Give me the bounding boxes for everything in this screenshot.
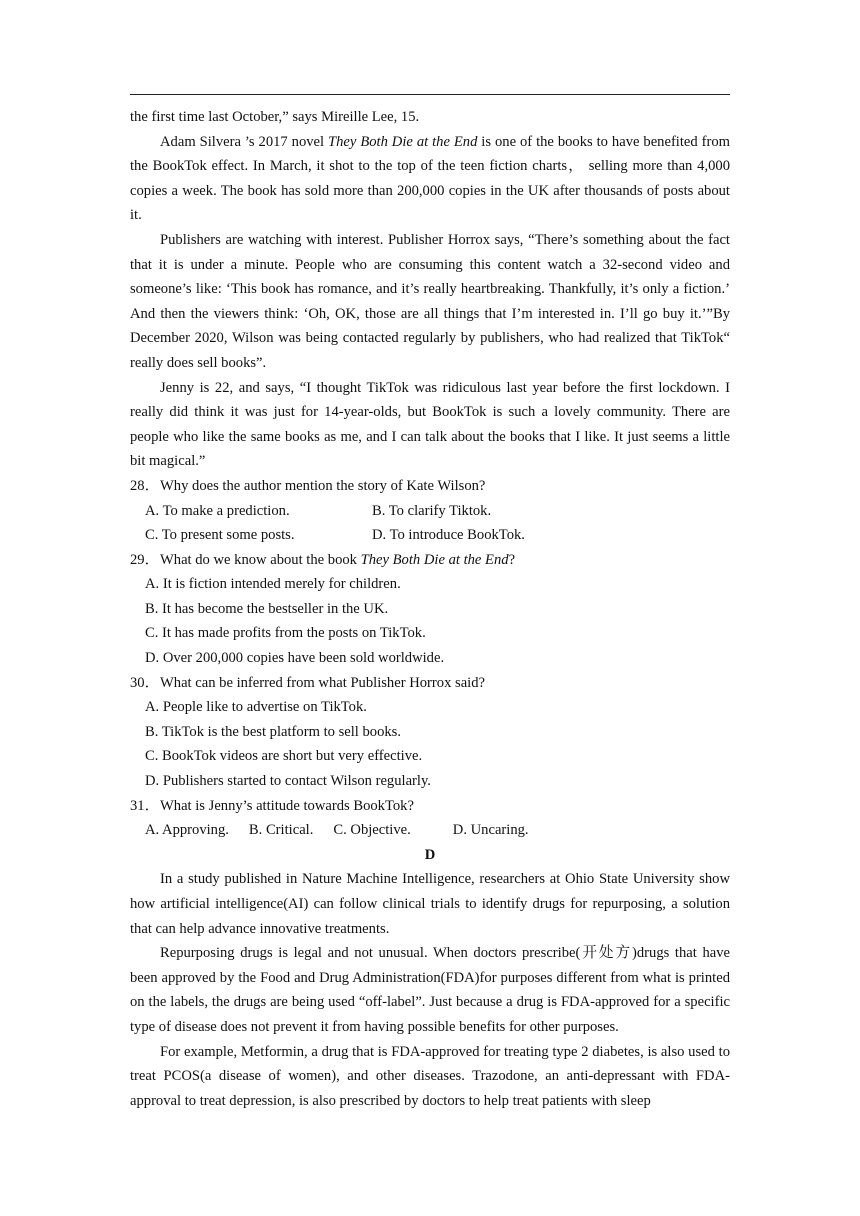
option-c: C. Objective. [333,822,411,839]
option-d: D. Uncaring. [452,822,529,839]
question-30 [130,671,730,696]
option-c: C. BookTok videos are short but very effective. [145,748,423,765]
option-d: D. Publishers started to contact Wilson regularly. [145,773,431,790]
paragraph-c2: Publishers are watching with interest. Publisher Horrox says, “There’s something about the fact that it is under a minute. People who are consuming this content watch a 32-second video and someone’s like: ‘This book has romance, and it’s really heartbreaking. Thankfully, it’s only a fiction.’ And then the viewers think: ‘Oh, OK, those are all things that I’m interested in. I’ll go buy it.’”By December 2020, Wilson was being contacted regularly by publishers, who had realized that TikTok“ really does sell books”. [130,231,730,371]
question-text: Why does the author mention the story of Kate Wilson? [160,477,486,494]
question-text: What do we know about the book [160,551,361,568]
option-d: D. To introduce BookTok. [372,527,525,544]
section-heading-d: D [424,846,436,863]
question-number: 29． [130,551,160,568]
option-c: C. To present some posts. [145,527,295,544]
paragraph-c1 [130,130,730,228]
paragraph-d2: Repurposing drugs is legal and not unusual. When doctors prescribe(开处方)drugs that have been approved by the Food and Drug Administration(FDA)for purposes different from what is printed on the labels, the drugs are being used “off-label”. Just because a drug is FDA-approved for a specific type of disease does not prevent it from having possible benefits for other purposes. [130,945,730,1035]
option-b: B. TikTok is the best platform to sell books. [145,723,402,740]
option-a: A. It is fiction intended merely for children. [145,576,401,593]
question-mark: ? [508,551,516,568]
question-text: What can be inferred from what Publisher Horrox said? [160,674,486,691]
book-title: They Both Die at the End [360,551,509,568]
paragraph-d1: In a study published in Nature Machine Intelligence, researchers at Ohio State University show how artificial intelligence(AI) can follow clinical trials to identify drugs for repurposing, a solution that can help advance innovative treatments. [130,871,730,937]
question-number: 31． [130,797,160,814]
paragraph-c1-end: is one of the books to have benefited from the BookTok effect. In March, it shot to the top of the teen fiction charts， selling more than 4,000 copies a week. The book has sold more than 200,000 copies in the UK after thousands of posts about it. [130,133,730,224]
option-a: A. People like to advertise on TikTok. [145,699,367,716]
paragraph-c1-start: Adam Silvera ’s 2017 novel [160,133,329,150]
question-29 [130,548,730,573]
question-28 [130,474,730,499]
option-b: B. It has become the bestseller in the UK. [145,600,389,617]
book-title: They Both Die at the End [328,133,478,150]
paragraph-d3: For example, Metformin, a drug that is FDA-approved for treating type 2 diabetes, is also used to treat PCOS(a disease of women), and other diseases. Trazodone, an anti-depressant with FDA-approval to treat depression, is also prescribed by doctors to help treat patients with sleep [130,1043,730,1109]
paragraph-c3: Jenny is 22, and says, “I thought TikTok was ridiculous last year before the first lockdown. I really did think it was just for 14-year-olds, but BookTok is such a lovely community. There are people who like the same books as me, and I can talk about the books that I like. It just seems a little bit magical.” [130,379,730,470]
option-b: B. To clarify Tiktok. [372,502,492,519]
option-a: A. To make a prediction. [145,502,290,519]
option-c: C. It has made profits from the posts on TikTok. [145,625,426,642]
options-28-row1 [130,499,730,524]
option-b: B. Critical. [248,822,314,839]
option-a: A. Approving. [145,822,229,839]
question-number: 28． [130,477,160,494]
header-rule [130,94,730,95]
option-d: D. Over 200,000 copies have been sold worldwide. [145,650,445,667]
document-body [130,105,730,1113]
options-31 [130,818,730,843]
paragraph-c0: the first time last October,” says Mireille Lee, 15. [130,109,420,125]
question-number: 30． [130,674,160,691]
question-31 [130,794,730,819]
options-28-row2 [130,523,730,548]
question-text: What is Jenny’s attitude towards BookTok? [160,797,414,814]
